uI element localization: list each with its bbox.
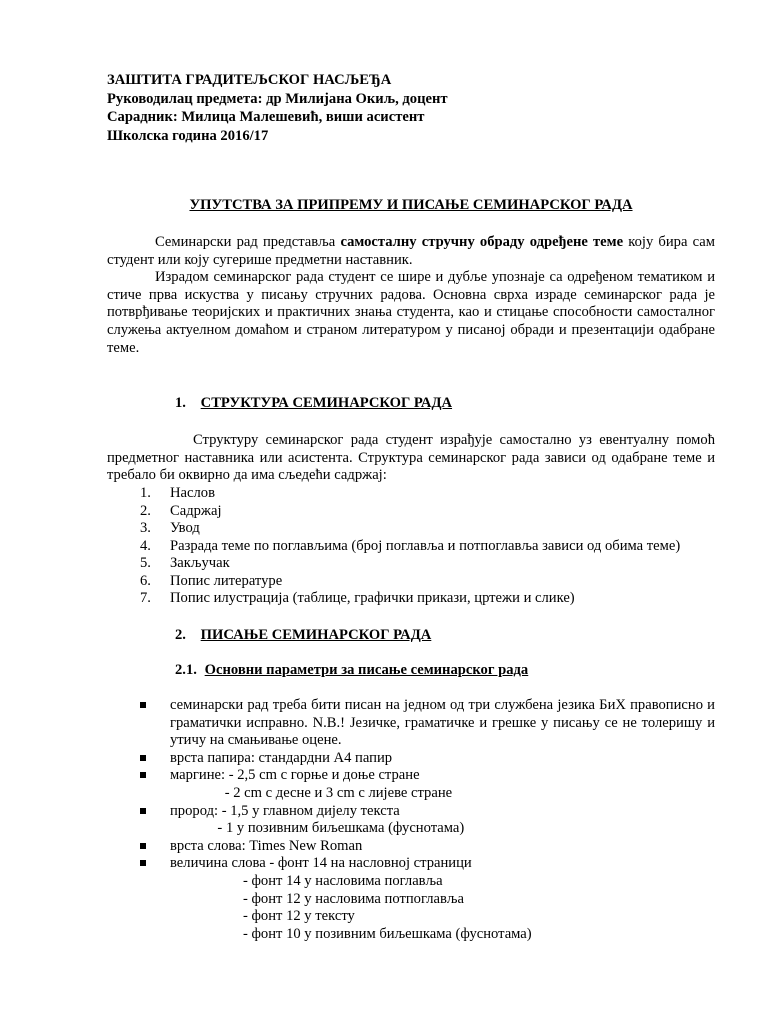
course-title: ЗАШТИТА ГРАДИТЕЉСКОГ НАСЉЕЂА (107, 72, 392, 88)
section-1-number: 1. (175, 395, 186, 411)
bullet-item (140, 750, 715, 768)
list-item-label: Садржај (170, 502, 222, 519)
list-item (140, 590, 680, 608)
intro-paragraph-1 (107, 234, 715, 269)
square-bullet-icon (140, 843, 146, 849)
bullet-item (140, 838, 715, 856)
intro-p1-start: Семинарски рад представља (155, 234, 341, 250)
bullet-text: врста папира: стандардни А4 папир (170, 749, 393, 766)
section-2-1-number: 2.1. (175, 662, 197, 678)
school-year: Школска година 2016/17 (107, 127, 269, 144)
intro-paragraph-2: Израдом семинарског рада студент се шире и дубље упознаје са одређеном тематиком и стиче прва искуства у писању стручних радова. Основна сврха израде семинарског рада је потврђивање теоријских и практичних знања студента, као и стицање способности самосталног служења актуелном домаћом и страном литературом у писаној обради и презентацији одабране теме. (107, 269, 715, 356)
section-2-1-title: Основни параметри за писање семинарског рада (204, 662, 529, 678)
list-item-label: Разрада теме по поглављима (број поглавља и потпоглавља зависи од обима теме) (170, 537, 681, 554)
list-item-label: Закључак (170, 555, 230, 571)
bullet-text: прород: - 1,5 у главном дијелу текста (170, 802, 400, 819)
section-1-title: СТРУКТУРА СЕМИНАРСКОГ РАДА (200, 395, 453, 411)
square-bullet-icon (140, 772, 146, 778)
list-item-label: Попис литературе (170, 572, 283, 589)
bullet-item (140, 803, 715, 838)
list-item-number: 2. (140, 502, 151, 519)
square-bullet-icon (140, 860, 146, 866)
section-2-heading (175, 627, 431, 645)
section-2-number: 2. (175, 627, 186, 643)
parameters-list (140, 697, 715, 943)
course-assistant: Сарадник: Милица Малешевић, виши асистент (107, 109, 425, 125)
bullet-continuation: - 1 у позивним биљешкама (фуснотама) (170, 820, 465, 837)
list-item (140, 503, 680, 521)
list-item-number: 1. (140, 485, 151, 501)
bullet-text: маргине: - 2,5 cm с горње и доње стране (170, 767, 420, 784)
square-bullet-icon (140, 702, 146, 708)
list-item-label: Наслов (170, 485, 215, 501)
bullet-text: величина слова - фонт 14 на насловној страници (170, 855, 472, 872)
section-1-body (107, 432, 715, 485)
bullet-continuation: - фонт 14 у насловима поглавља - фонт 12 у насловима потпоглавља - фонт 12 у тексту - фонт 10 у позивним биљешкама (фуснотама) (242, 872, 532, 942)
bullet-item (140, 697, 715, 750)
intro-p1-end: коју бира сам студент или коју сугерише предметни наставник. (107, 234, 715, 268)
section-1-heading (175, 395, 452, 413)
section-2-1-heading (175, 662, 528, 680)
section-2-title: ПИСАЊЕ СЕМИНАРСКОГ РАДА (200, 627, 432, 643)
bullet-text: семинарски рад треба бити писан на једном од три службена језика БиХ правописно и граматички исправно. N.B.! Језичке, граматичке и грешке у писању се не толеришу и утичу на смањивање оцене. (170, 697, 715, 749)
course-lecturer: Руководилац предмета: др Милијана Окиљ, доцент (107, 90, 448, 107)
list-item-number: 3. (140, 520, 151, 536)
document-title: УПУТСТВА ЗА ПРИПРЕМУ И ПИСАЊЕ СЕМИНАРСКОГ РАДА (189, 197, 633, 213)
structure-list (140, 485, 680, 608)
list-item-number: 6. (140, 572, 151, 589)
course-header (107, 72, 448, 146)
list-item-number: 4. (140, 537, 151, 554)
bullet-continuation: - 2 cm с десне и 3 cm с лијеве стране (170, 784, 453, 801)
square-bullet-icon (140, 808, 146, 814)
list-item-label: Попис илустрација (таблице, графички прикази, цртежи и слике) (170, 590, 575, 606)
bullet-item (140, 767, 715, 802)
list-item (140, 573, 680, 591)
list-item (140, 520, 680, 538)
intro-p1-emphasis: самосталну стручну обраду одређене теме (340, 234, 624, 250)
list-item (140, 555, 680, 573)
intro-text (107, 234, 715, 357)
bullet-item (140, 855, 715, 943)
list-item-number: 7. (140, 590, 151, 606)
list-item (140, 538, 680, 556)
list-item (140, 485, 680, 503)
list-item-label: Увод (170, 520, 200, 536)
section-1-paragraph: Структуру семинарског рада студент израђује самостално уз евентуалну помоћ предметног наставника или асистента. Структура семинарског рада зависи од одабране теме и требало би оквирно да има сљедећи садржај: (107, 432, 715, 484)
bullet-text: врста слова: Times New Roman (170, 837, 363, 854)
list-item-number: 5. (140, 555, 151, 571)
square-bullet-icon (140, 755, 146, 761)
